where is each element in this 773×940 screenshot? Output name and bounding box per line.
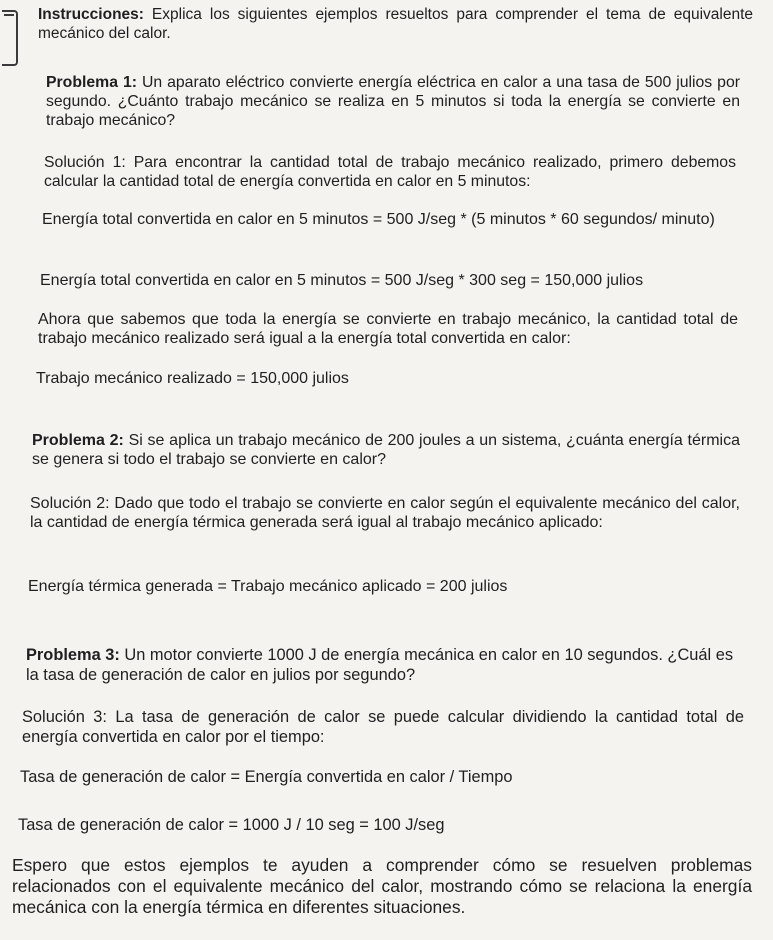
instructions xyxy=(38,5,753,43)
result-3: Tasa de generación de calor = 1000 J / 10 seg = 100 J/seg xyxy=(18,816,445,834)
problem-2 xyxy=(32,431,740,469)
problem-1 xyxy=(46,73,740,130)
problem-3-label: Problema 3: xyxy=(26,646,120,664)
bracket-icon xyxy=(2,10,18,66)
equation-1: Energía total convertida en calor en 5 minutos = 500 J/seg * (5 minutos * 60 segundos/ minuto) xyxy=(42,211,715,228)
problem-1-text: Un aparato eléctrico convierte energía eléctrica en calor a una tasa de 500 julios por segundo. ¿Cuánto trabajo mecánico se realiza en 5 minutos si toda la energía se convierte en trabajo mecánico? xyxy=(46,74,740,129)
result-2: Energía térmica generada = Trabajo mecánico aplicado = 200 julios xyxy=(28,578,508,595)
problem-3 xyxy=(26,645,744,685)
problem-3-text: Un motor convierte 1000 J de energía mecánica en calor en 10 segundos. ¿Cuál es la tasa de generación de calor en julios por segundo? xyxy=(26,646,734,684)
instructions-label: Instrucciones: xyxy=(38,6,144,23)
equation-2: Energía total convertida en calor en 5 minutos = 500 J/seg * 300 seg = 150,000 julios xyxy=(40,272,644,289)
solution-2: Solución 2: Dado que todo el trabajo se convierte en calor según el equivalente mecánico del calor, la cantidad de energía térmica generada será igual al trabajo mecánico aplicado: xyxy=(30,495,740,531)
closing-paragraph: Espero que estos ejemplos te ayuden a comprender cómo se resuelven problemas relacionados con el equivalente mecánico del calor, mostrando cómo se relaciona la energía mecánica con la energía térmica en diferentes situaciones. xyxy=(12,855,752,917)
solution-1: Solución 1: Para encontrar la cantidad total de trabajo mecánico realizado, primero debemos calcular la cantidad total de energía convertida en calor en 5 minutos: xyxy=(44,154,736,190)
problem-2-label: Problema 2: xyxy=(32,432,124,449)
result-1: Trabajo mecánico realizado = 150,000 julios xyxy=(36,370,349,387)
instructions-text: Explica los siguientes ejemplos resueltos para comprender el tema de equivalente mecánico del calor. xyxy=(38,6,753,42)
solution-3: Solución 3: La tasa de generación de calor se puede calcular dividiendo la cantidad total de energía convertida en calor por el tiempo: xyxy=(22,708,744,746)
problem-2-text: Si se aplica un trabajo mecánico de 200 joules a un sistema, ¿cuánta energía térmica se genera si todo el trabajo se convierte en calor? xyxy=(32,432,740,468)
note-1: Ahora que sabemos que toda la energía se convierte en trabajo mecánico, la cantidad total de trabajo mecánico realizado será igual a la energía total convertida en calor: xyxy=(38,311,738,347)
problem-1-label: Problema 1: xyxy=(46,74,137,91)
formula-3: Tasa de generación de calor = Energía convertida en calor / Tiempo xyxy=(20,768,513,786)
